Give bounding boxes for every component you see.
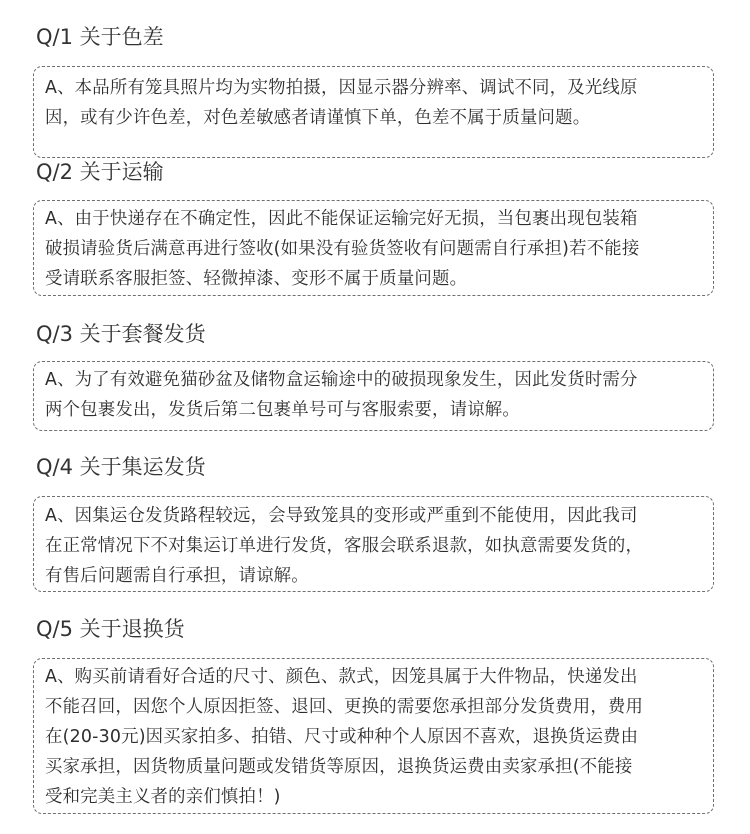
- answer-line: 在(20-30元)因买家拍多、拍错、尺寸或种种个人原因不喜欢，退换货运费由: [45, 727, 639, 747]
- question-title: Q/1 关于色差: [36, 25, 164, 49]
- answer-line: 受请联系客服拒签、轻微掉漆、变形不属于质量问题。: [45, 269, 468, 289]
- question-title: Q/5 关于退换货: [36, 617, 185, 641]
- answer-line: 买家承担，因货物质量问题或发错货等原因，退换货运费由卖家承担(不能接: [45, 757, 633, 777]
- answer-box: [33, 66, 714, 158]
- question-title: Q/4 关于集运发货: [36, 455, 206, 479]
- answer-line: 不能召回，因您个人原因拒签、退回、更换的需要您承担部分发货费用，费用: [45, 697, 644, 717]
- answer-box: [33, 361, 714, 431]
- answer-line: A、本品所有笼具照片均为实物拍摄，因显示器分辨率、调试不同，及光线原: [45, 78, 638, 98]
- question-title: Q/3 关于套餐发货: [36, 322, 206, 346]
- answer-line: A、购买前请看好合适的尺寸、颜色、款式，因笼具属于大件物品，快递发出: [45, 667, 638, 687]
- answer-line: 破损请验货后满意再进行签收(如果没有验货签收有问题需自行承担)若不能接: [45, 239, 640, 259]
- answer-line: 两个包裹发出，发货后第二包裹单号可与客服索要，请谅解。: [45, 400, 520, 420]
- answer-box: [33, 200, 714, 296]
- answer-line: 有售后问题需自行承担，请谅解。: [45, 566, 309, 586]
- answer-line: A、因集运仓发货路程较远，会导致笼具的变形或严重到不能使用，因此我司: [45, 506, 638, 526]
- question-title: Q/2 关于运输: [36, 160, 164, 184]
- answer-line: 在正常情况下不对集运订单进行发货，客服会联系退款，如执意需要发货的，: [45, 536, 644, 556]
- answer-box: [33, 658, 714, 814]
- answer-box: [33, 496, 714, 592]
- answer-line: A、由于快递存在不确定性，因此不能保证运输完好无损，当包裹出现包装箱: [45, 209, 638, 229]
- answer-line: 因，或有少许色差，对色差敏感者请谨慎下单，色差不属于质量问题。: [45, 108, 591, 128]
- answer-line: 受和完美主义者的亲们慎拍！): [45, 787, 281, 807]
- answer-line: A、为了有效避免猫砂盆及储物盒运输途中的破损现象发生，因此发货时需分: [45, 370, 638, 390]
